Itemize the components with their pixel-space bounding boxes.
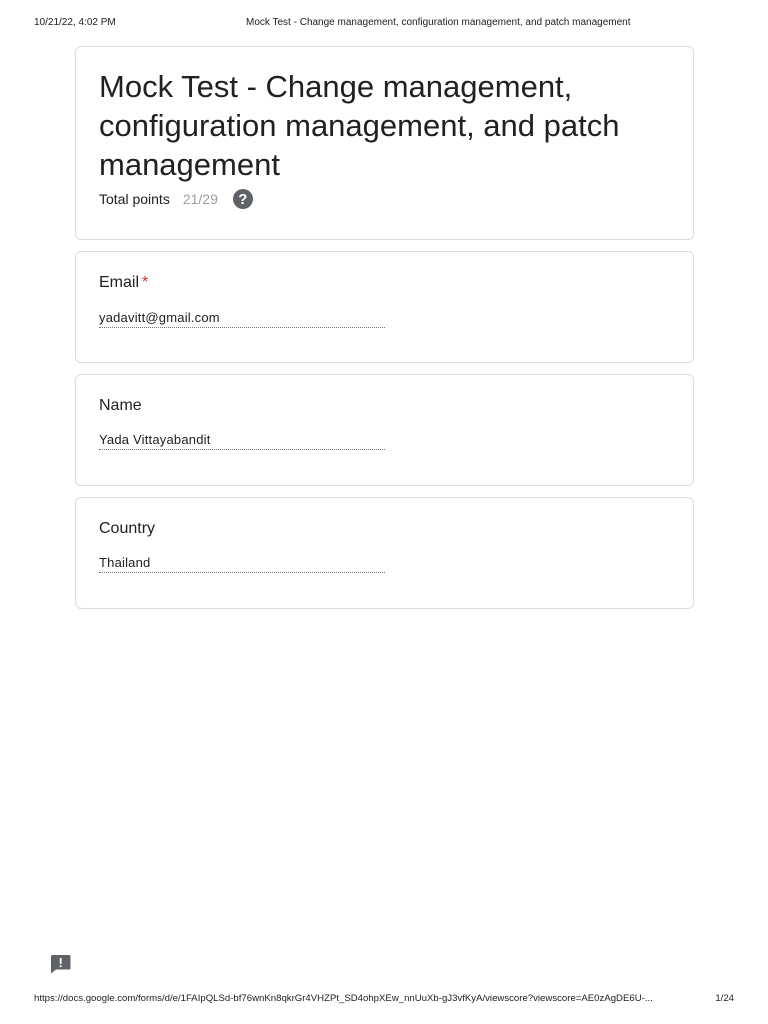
print-header — [34, 17, 734, 31]
email-field[interactable]: yadavitt@gmail.com — [99, 310, 385, 328]
help-icon[interactable]: ? — [233, 189, 253, 209]
print-date: 10/21/22, 4:02 PM — [34, 17, 116, 28]
form-header-card — [75, 46, 694, 240]
email-label-text: Email — [99, 274, 140, 291]
feedback-report-icon[interactable] — [50, 954, 71, 974]
print-page-title: Mock Test - Change management, configuration management, and patch management — [246, 17, 631, 28]
form-title: Mock Test - Change management, configuration management, and patch management — [99, 69, 620, 182]
total-points-row — [99, 189, 253, 209]
email-label — [99, 274, 148, 292]
total-points-value: 21/29 — [182, 191, 218, 207]
print-footer — [34, 993, 734, 1007]
print-footer-url: https://docs.google.com/forms/d/e/1FAIpQLSd-bf76wnKn8qkrGr4VHZPt_SD4ohpXEw_nnUuXb-gJ3vfKyA/viewscore?viewscore=AE0zAgDE6U-... — [34, 993, 653, 1004]
country-field[interactable]: Thailand — [99, 555, 385, 573]
email-question-card — [75, 251, 694, 363]
required-asterisk: * — [142, 274, 149, 291]
country-question-card — [75, 497, 694, 609]
total-points-label: Total points — [99, 191, 170, 207]
name-label: Name — [99, 397, 142, 414]
country-label: Country — [99, 520, 156, 537]
name-field[interactable]: Yada Vittayabandit — [99, 432, 385, 450]
print-page-number: 1/24 — [715, 993, 734, 1004]
name-question-card — [75, 374, 694, 486]
